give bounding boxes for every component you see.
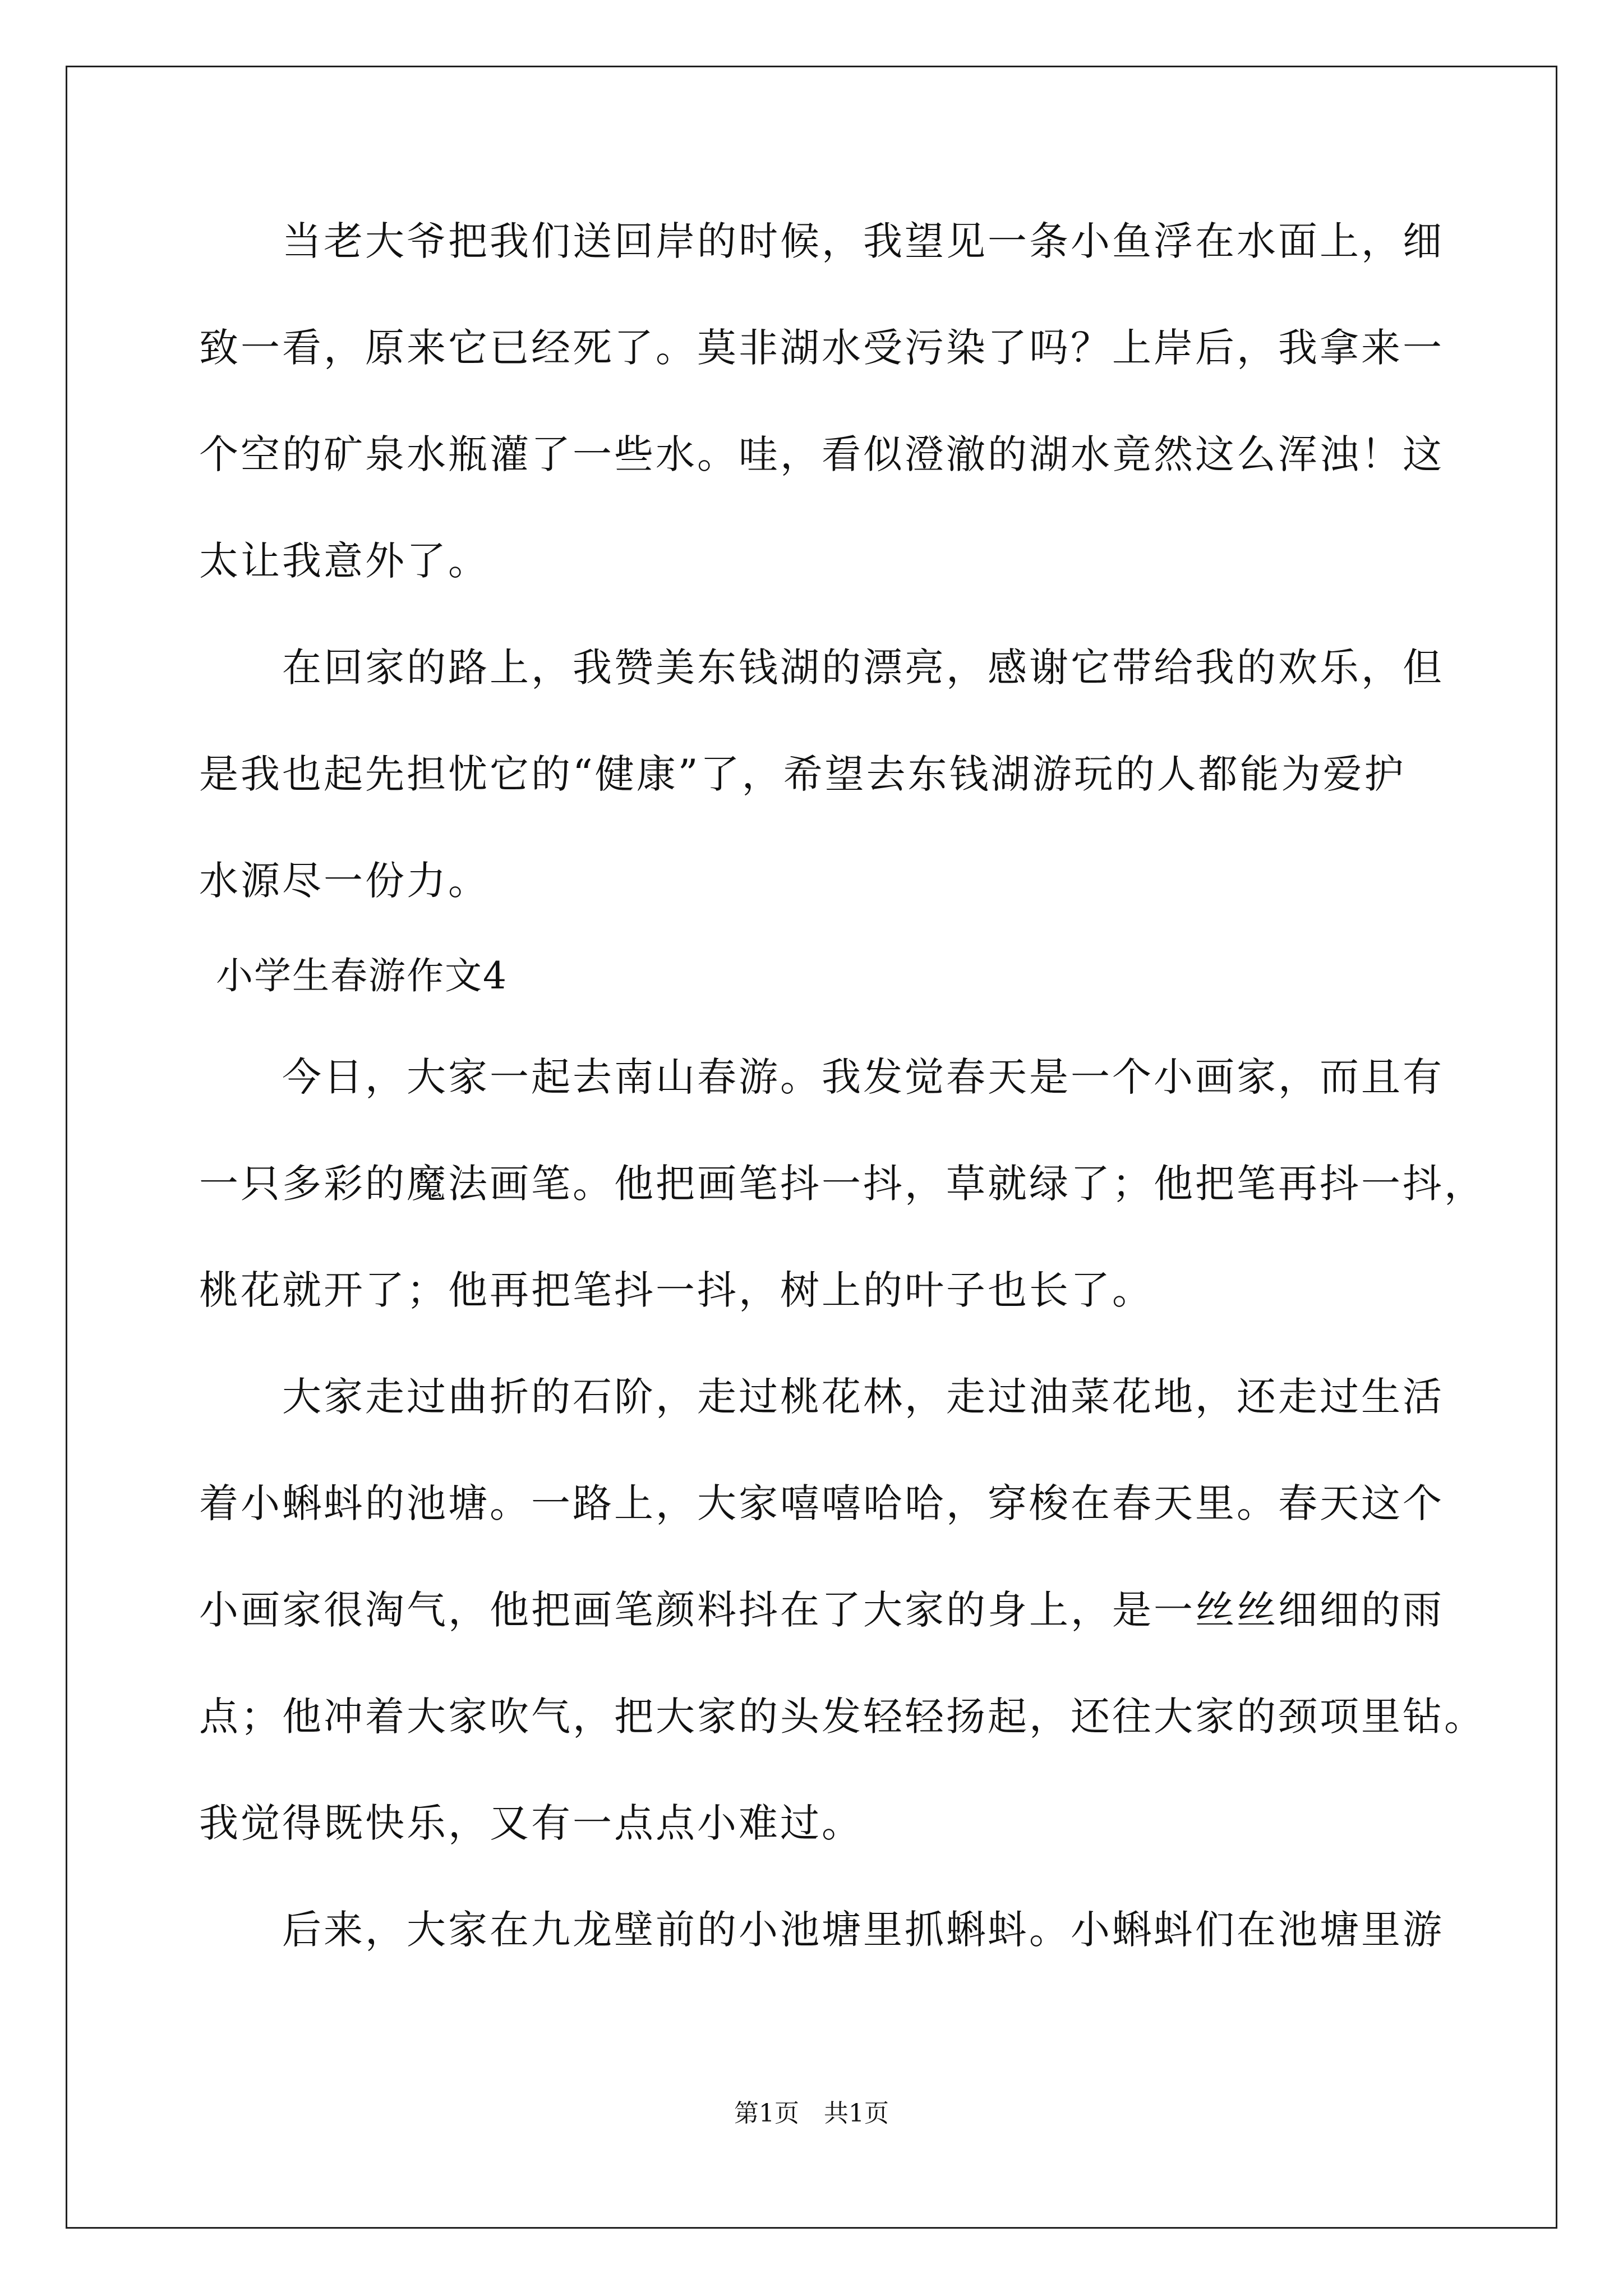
paragraph-line: 是我也起先担忧它的“健康”了，希望去东钱湖游玩的人都能为爱护: [199, 751, 1406, 797]
paragraph-line: 大家走过曲折的石阶，走过桃花林，走过油菜花地，还走过生活: [282, 1374, 1444, 1420]
paragraph-line: 点；他冲着大家吹气，把大家的头发轻轻扬起，还往大家的颈项里钻。: [199, 1694, 1486, 1740]
paragraph-line: 小画家很淘气，他把画笔颜料抖在了大家的身上，是一丝丝细细的雨: [199, 1587, 1444, 1633]
paragraph-line: 水源尽一份力。: [199, 858, 490, 904]
paragraph-line: 个空的矿泉水瓶灌了一些水。哇，看似澄澈的湖水竟然这么浑浊！这: [199, 431, 1444, 477]
paragraph-line: 今日，大家一起去南山春游。我发觉春天是一个小画家，而且有: [282, 1054, 1444, 1100]
paragraph-line: 着小蝌蚪的池塘。一路上，大家嘻嘻哈哈，穿梭在春天里。春天这个: [199, 1480, 1444, 1526]
paragraph-line: 太让我意外了。: [199, 538, 490, 584]
paragraph-line: 致一看，原来它已经死了。莫非湖水受污染了吗？上岸后，我拿来一: [199, 325, 1444, 371]
paragraph-line: 在回家的路上，我赞美东钱湖的漂亮，感谢它带给我的欢乐，但: [282, 645, 1444, 691]
paragraph-line: 我觉得既快乐，又有一点点小难过。: [199, 1800, 863, 1846]
paragraph-line: 后来，大家在九龙壁前的小池塘里抓蝌蚪。小蝌蚪们在池塘里游: [282, 1907, 1444, 1953]
paragraph-line: 桃花就开了；他再把笔抖一抖，树上的叶子也长了。: [199, 1267, 1154, 1313]
section-heading: 小学生春游作文4: [216, 954, 508, 997]
paragraph-line: 一只多彩的魔法画笔。他把画笔抖一抖，草就绿了；他把笔再抖一抖，: [199, 1161, 1486, 1207]
paragraph-line: 当老大爷把我们送回岸的时候，我望见一条小鱼浮在水面上，细: [282, 218, 1444, 264]
page-footer: 第1页 共1页: [734, 2099, 889, 2128]
